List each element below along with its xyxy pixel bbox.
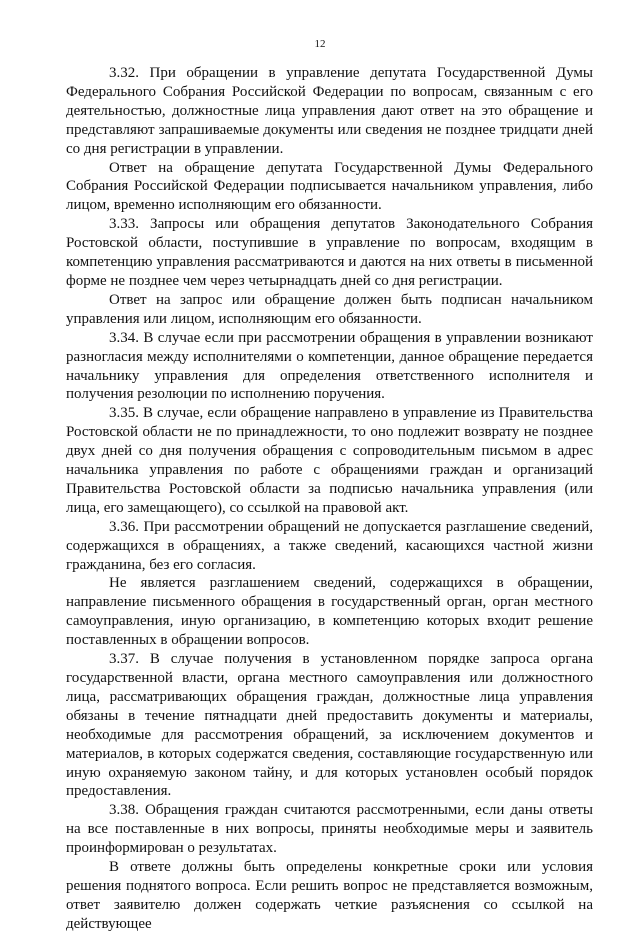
paragraph-3-32: 3.32. При обращении в управление депутата Государственной Думы Федерального Собрания Российской Федерации по вопросам, связанным с его деятельностью, должностные лица управления дают ответ на это обращение и представляют запрашиваемые документы или сведения не позднее тридцати дней со дня регистрации в управлении. [66, 65, 593, 157]
paragraph-3-33: 3.33. Запросы или обращения депутатов Законодательного Собрания Ростовской области, поступившие в управление по вопросам, входящим в компетенцию управления рассматриваются и даются на них ответы в письменной форме не позднее чем через четырнадцать дней со дня регистрации. [66, 216, 593, 289]
paragraph-3-36: 3.36. При рассмотрении обращений не допускается разглашение сведений, содержащихся в обращениях, а также сведений, касающихся частной жизни гражданина, без его согласия. [66, 518, 593, 573]
paragraph-3-38: 3.38. Обращения граждан считаются рассмотренными, если даны ответы на все поставленные в них вопросы, приняты необходимые меры и заявитель проинформирован о результатах. [66, 802, 593, 857]
paragraph-3-33-answer: Ответ на запрос или обращение должен быть подписан начальником управления или лицом, исполняющим его обязанности. [66, 291, 593, 327]
paragraph-3-32-answer: Ответ на обращение депутата Государственной Думы Федерального Собрания Российской Федерации подписывается начальником управления, либо лицом, временно исполняющим его обязанности. [66, 159, 593, 214]
paragraph-3-34: 3.34. В случае если при рассмотрении обращения в управлении возникают разногласия между исполнителями о компетенции, данное обращение передается начальнику управления для определения ответственного исполнителя и получения резолюции по исполнению поручения. [66, 329, 593, 403]
page-number: 12 [314, 38, 326, 50]
paragraph-3-36-clarification: Не является разглашением сведений, содержащихся в обращении, направление письменного обращения в государственный орган, орган местного самоуправления, иную организацию, в компетенцию которых входит решение поставленных в обращении вопросов. [66, 575, 593, 649]
document-body [66, 64, 593, 934]
paragraph-3-38-answer-requirements: В ответе должны быть определены конкретные сроки или условия решения поднятого вопроса. Если решить вопрос не представляется возможным, ответ заявителю должен содержать четкие разъяснения со ссылкой на действующее [66, 859, 593, 932]
paragraph-3-37: 3.37. В случае получения в установленном порядке запроса органа государственной власти, органа местного самоуправления или должностного лица, рассматривающих обращения граждан, должностные лица управления обязаны в течение пятнадцати дней предоставить документы и материалы, необходимые для рассмотрения обращений, за исключением документов и материалов, в которых содержатся сведения, составляющие государственную или иную охраняемую законом тайну, и для которых установлен особый порядок предоставления. [66, 651, 593, 800]
paragraph-3-35: 3.35. В случае, если обращение направлено в управление из Правительства Ростовской области не по принадлежности, то оно подлежит возврату не позднее двух дней со дня получения обращения с сопроводительным письмом в адрес начальника управления по работе с обращениями граждан и организаций Правительства Ростовской области за подписью начальника управления (или лица, его замещающего), со ссылкой на правовой акт. [66, 405, 593, 516]
